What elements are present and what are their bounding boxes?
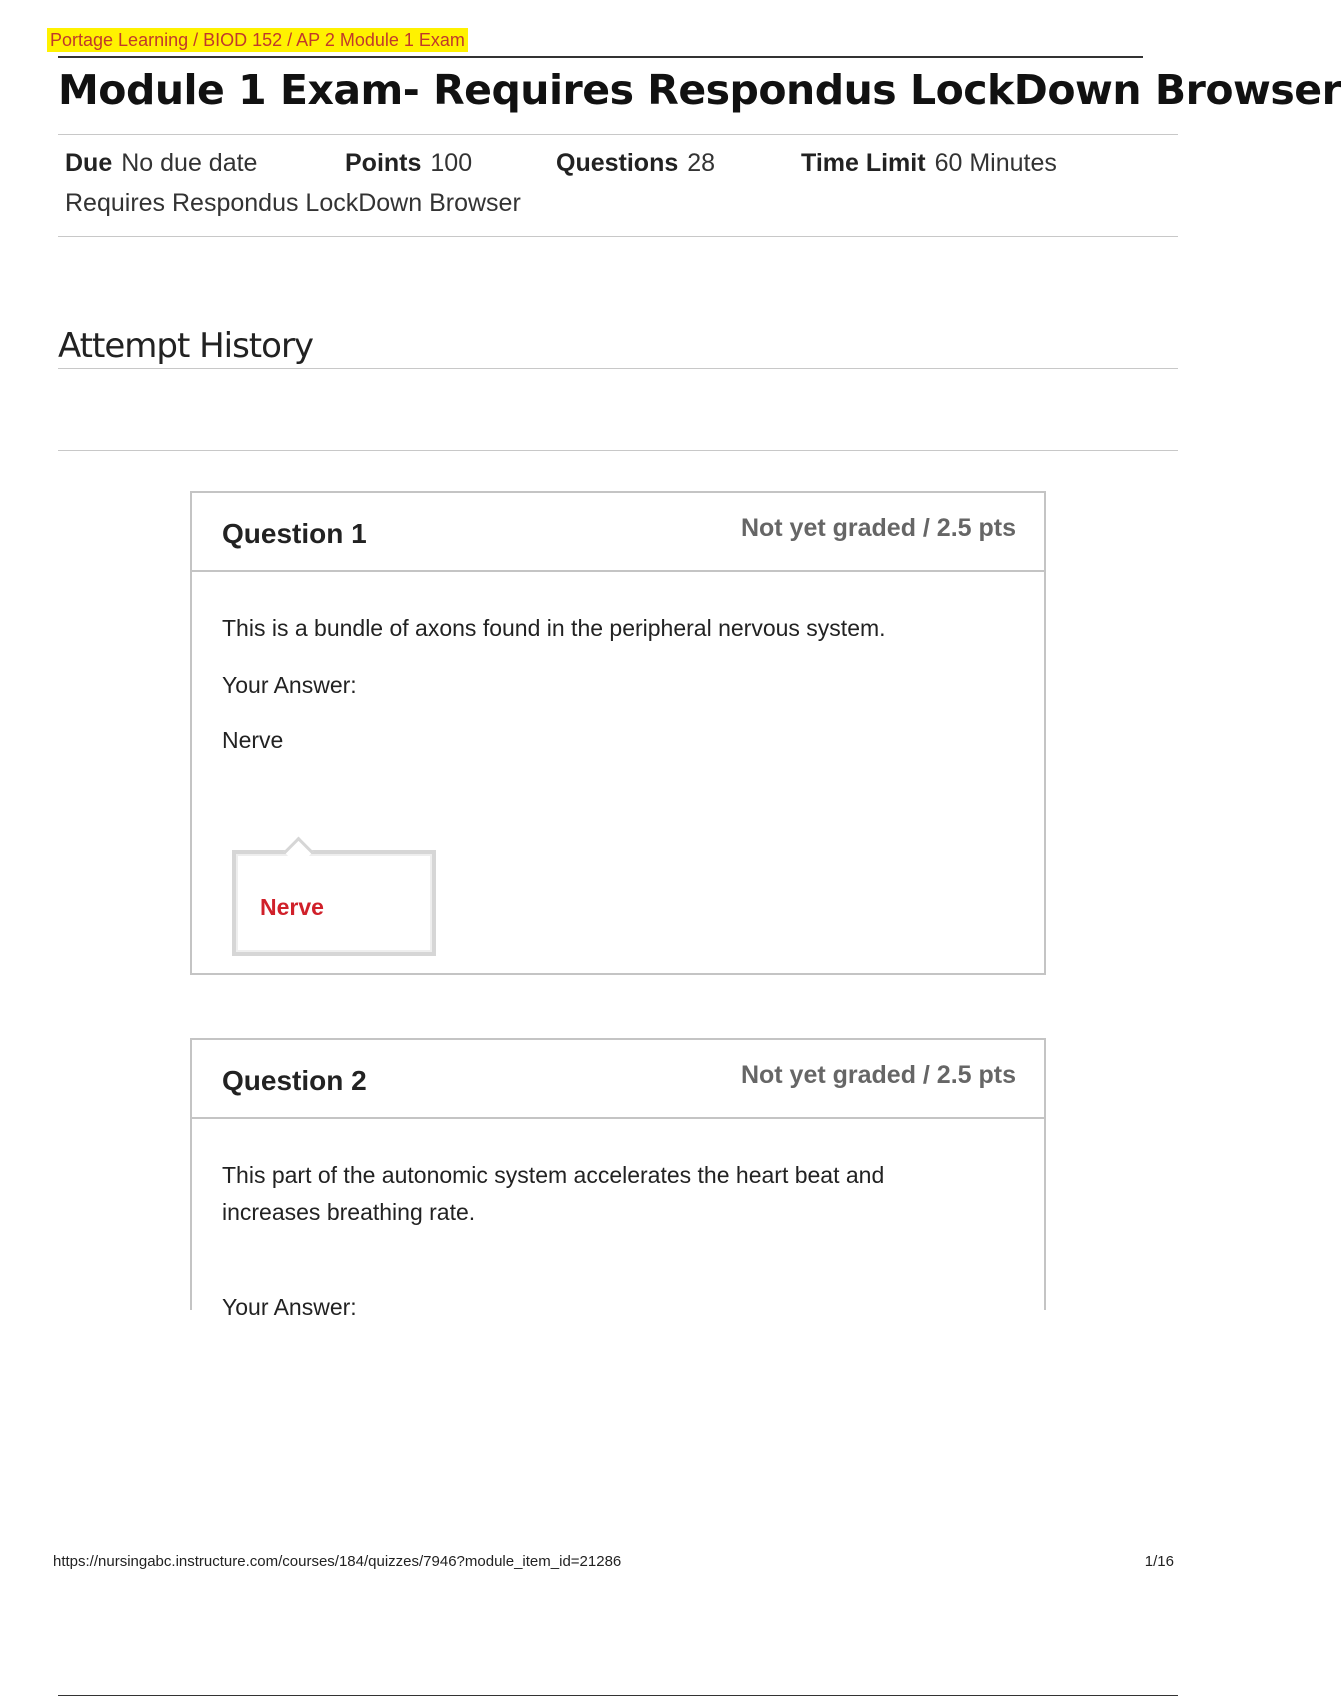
due-value: No due date: [121, 149, 258, 177]
question-header: [192, 1040, 1044, 1119]
question-points: Not yet graded / 2.5 pts: [740, 1061, 1016, 1089]
answer-value: Nerve: [222, 727, 284, 753]
question-card: [190, 491, 1046, 975]
points-detail: [345, 146, 472, 180]
time-limit-value: 60 Minutes: [934, 149, 1057, 177]
points-label: Points: [345, 149, 422, 177]
details-divider: [58, 236, 1178, 237]
questions-detail: [556, 146, 715, 180]
question-title: Question 1: [222, 518, 367, 549]
points-value: 100: [430, 149, 473, 177]
attempt-history-underline: [58, 368, 1178, 369]
page-title: Module 1 Exam- Requires Respondus LockDown Browser: [58, 66, 1341, 114]
attempt-history-heading: Attempt History: [58, 326, 314, 366]
footer-url: https://nursingabc.instructure.com/courses/184/quizzes/7946?module_item_id=21286: [53, 1553, 622, 1570]
question-points: Not yet graded / 2.5 pts: [740, 514, 1016, 542]
attempt-history-divider: [58, 450, 1178, 451]
question-text: This part of the autonomic system accelerates the heart beat and increases breathing rate.: [222, 1162, 885, 1225]
feedback-pointer: [284, 837, 314, 867]
bottom-divider: [58, 1695, 1178, 1696]
feedback-text: Nerve: [260, 894, 324, 920]
lockdown-note: Requires Respondus LockDown Browser: [65, 189, 521, 217]
breadcrumb[interactable]: Portage Learning / BIOD 152 / AP 2 Module 1 Exam: [47, 28, 468, 52]
questions-value: 28: [687, 149, 716, 177]
answer-feedback: [232, 850, 436, 956]
title-divider: [58, 134, 1178, 135]
answer-label: Your Answer:: [222, 672, 357, 698]
due-detail: [65, 146, 257, 180]
question-text: This is a bundle of axons found in the peripheral nervous system.: [222, 615, 886, 641]
questions-label: Questions: [556, 149, 679, 177]
header-divider: [58, 56, 1143, 58]
time-limit-label: Time Limit: [801, 149, 926, 177]
answer-label: Your Answer:: [222, 1294, 357, 1320]
question-header: [192, 493, 1044, 572]
due-label: Due: [65, 149, 113, 177]
time-limit-detail: [801, 146, 1057, 180]
question-title: Question 2: [222, 1065, 367, 1096]
page-number: 1/16: [1144, 1553, 1174, 1570]
question-card: [190, 1038, 1046, 1320]
